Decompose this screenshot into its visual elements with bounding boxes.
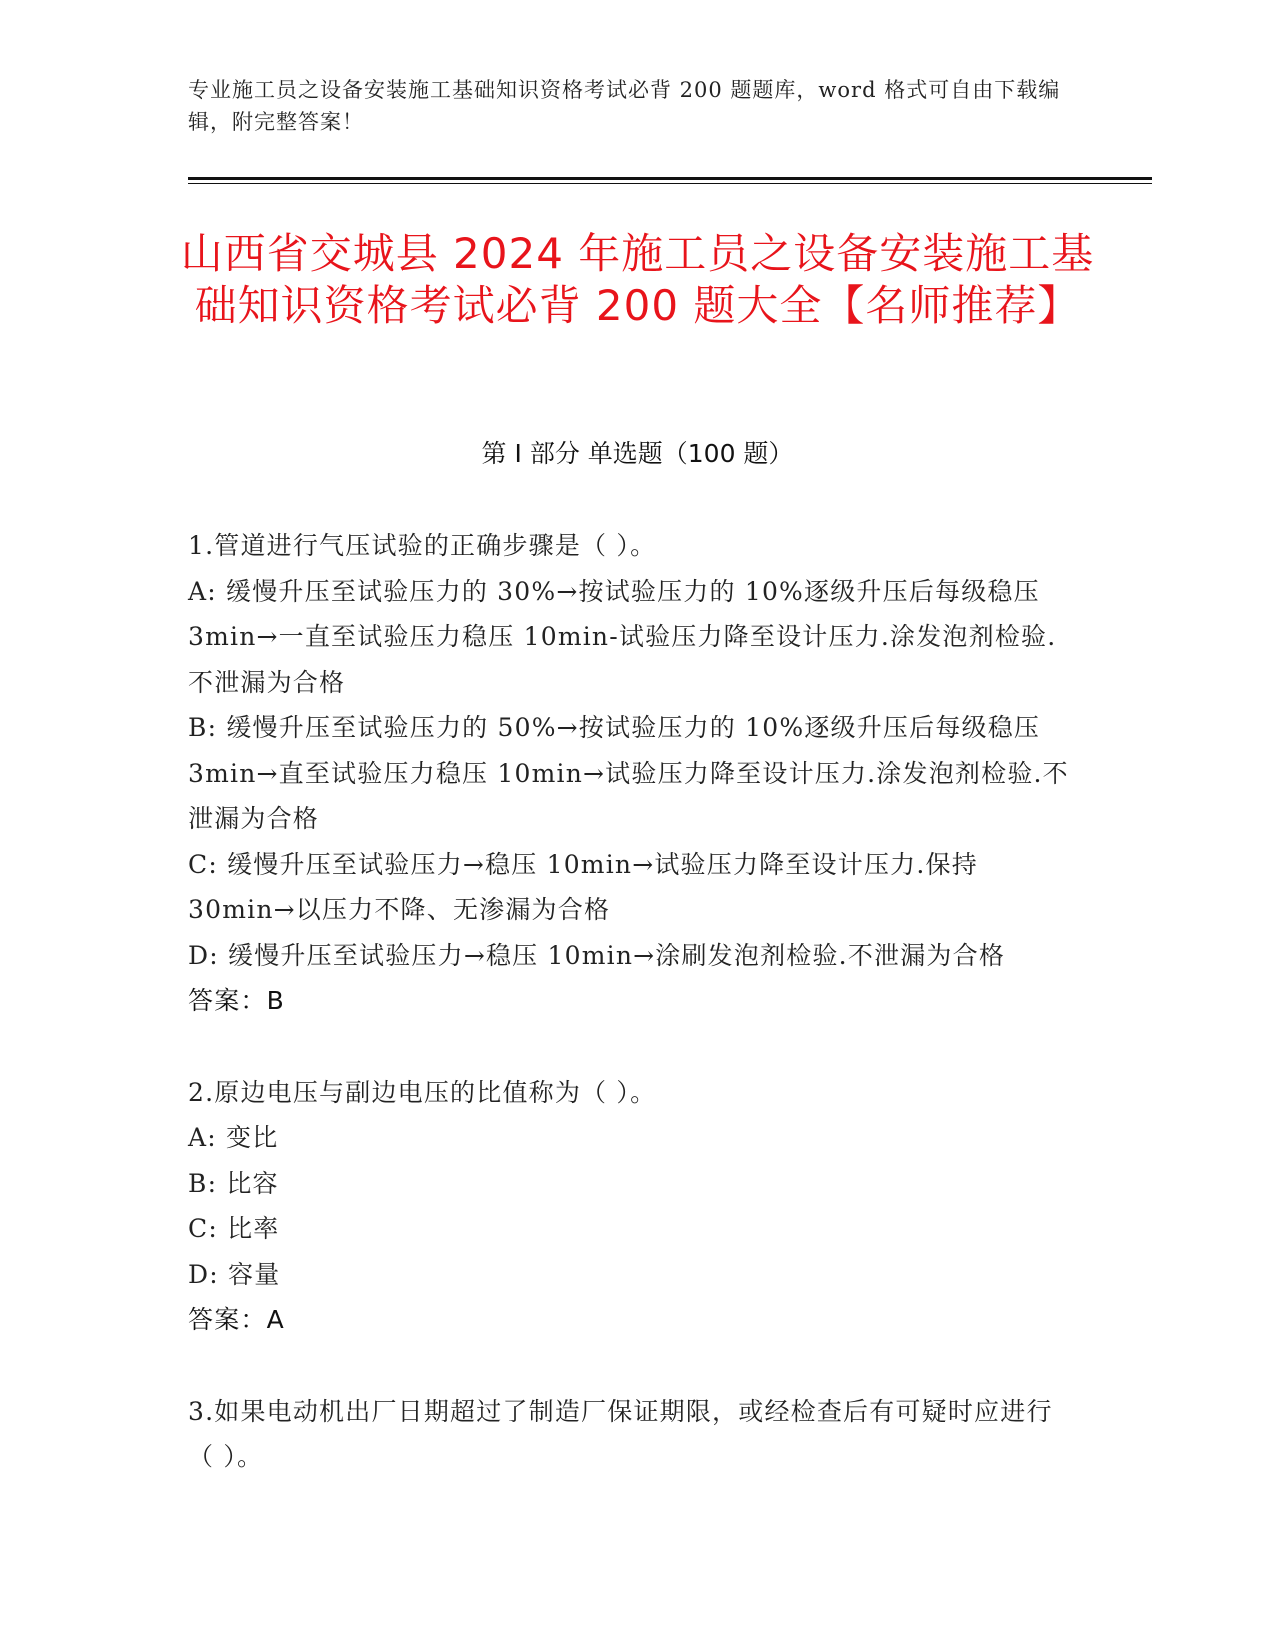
header-rule-thin — [188, 183, 1152, 184]
answer: 答案：A — [188, 1305, 285, 1334]
section-title: 第 I 部分 单选题（100 题） — [481, 439, 794, 468]
question-stem: 1.管道进行气压试验的正确步骤是（ ）。 — [188, 531, 657, 560]
option-b: B: 比容 — [188, 1168, 279, 1198]
question-stem: 3.如果电动机出厂日期超过了制造厂保证期限，或经检查后有可疑时应进行（ ）。 — [188, 1396, 1053, 1471]
header-note: 专业施工员之设备安装施工基础知识资格考试必背 200 题题库，word 格式可自由下载编辑，附完整答案！ — [188, 78, 1061, 134]
option-c: C: 比率 — [188, 1214, 280, 1243]
answer: 答案：B — [188, 986, 285, 1015]
option-a: A: 缓慢升压至试验压力的 30%→按试验压力的 10%逐级升压后每级稳压 3min→一直至试验压力稳压 10min-试验压力降至设计压力.涂发泡剂检验.不泄漏为合格 — [188, 576, 1057, 697]
option-c: C: 缓慢升压至试验压力→稳压 10min→试验压力降至设计压力.保持 30min→以压力不降、无渗漏为合格 — [188, 849, 978, 924]
option-d: D: 容量 — [188, 1259, 281, 1289]
option-b: B: 缓慢升压至试验压力的 50%→按试验压力的 10%逐级升压后每级稳压 3min→直至试验压力稳压 10min→试验压力降至设计压力.涂发泡剂检验.不泄漏为合格 — [188, 713, 1069, 833]
option-a: A: 变比 — [188, 1123, 279, 1152]
question-1 — [188, 523, 1078, 1024]
question-3 — [188, 1389, 1078, 1480]
header-rule-thick — [188, 177, 1152, 180]
document-title: 山西省交城县 2024 年施工员之设备安装施工基础知识资格考试必背 200 题大全【名师推荐】 — [180, 229, 1095, 330]
question-2 — [188, 1070, 1078, 1343]
option-d: D: 缓慢升压至试验压力→稳压 10min→涂刷发泡剂检验.不泄漏为合格 — [188, 940, 1006, 970]
question-stem: 2.原边电压与副边电压的比值称为（ ）。 — [188, 1077, 657, 1107]
question-list — [188, 523, 1078, 1526]
